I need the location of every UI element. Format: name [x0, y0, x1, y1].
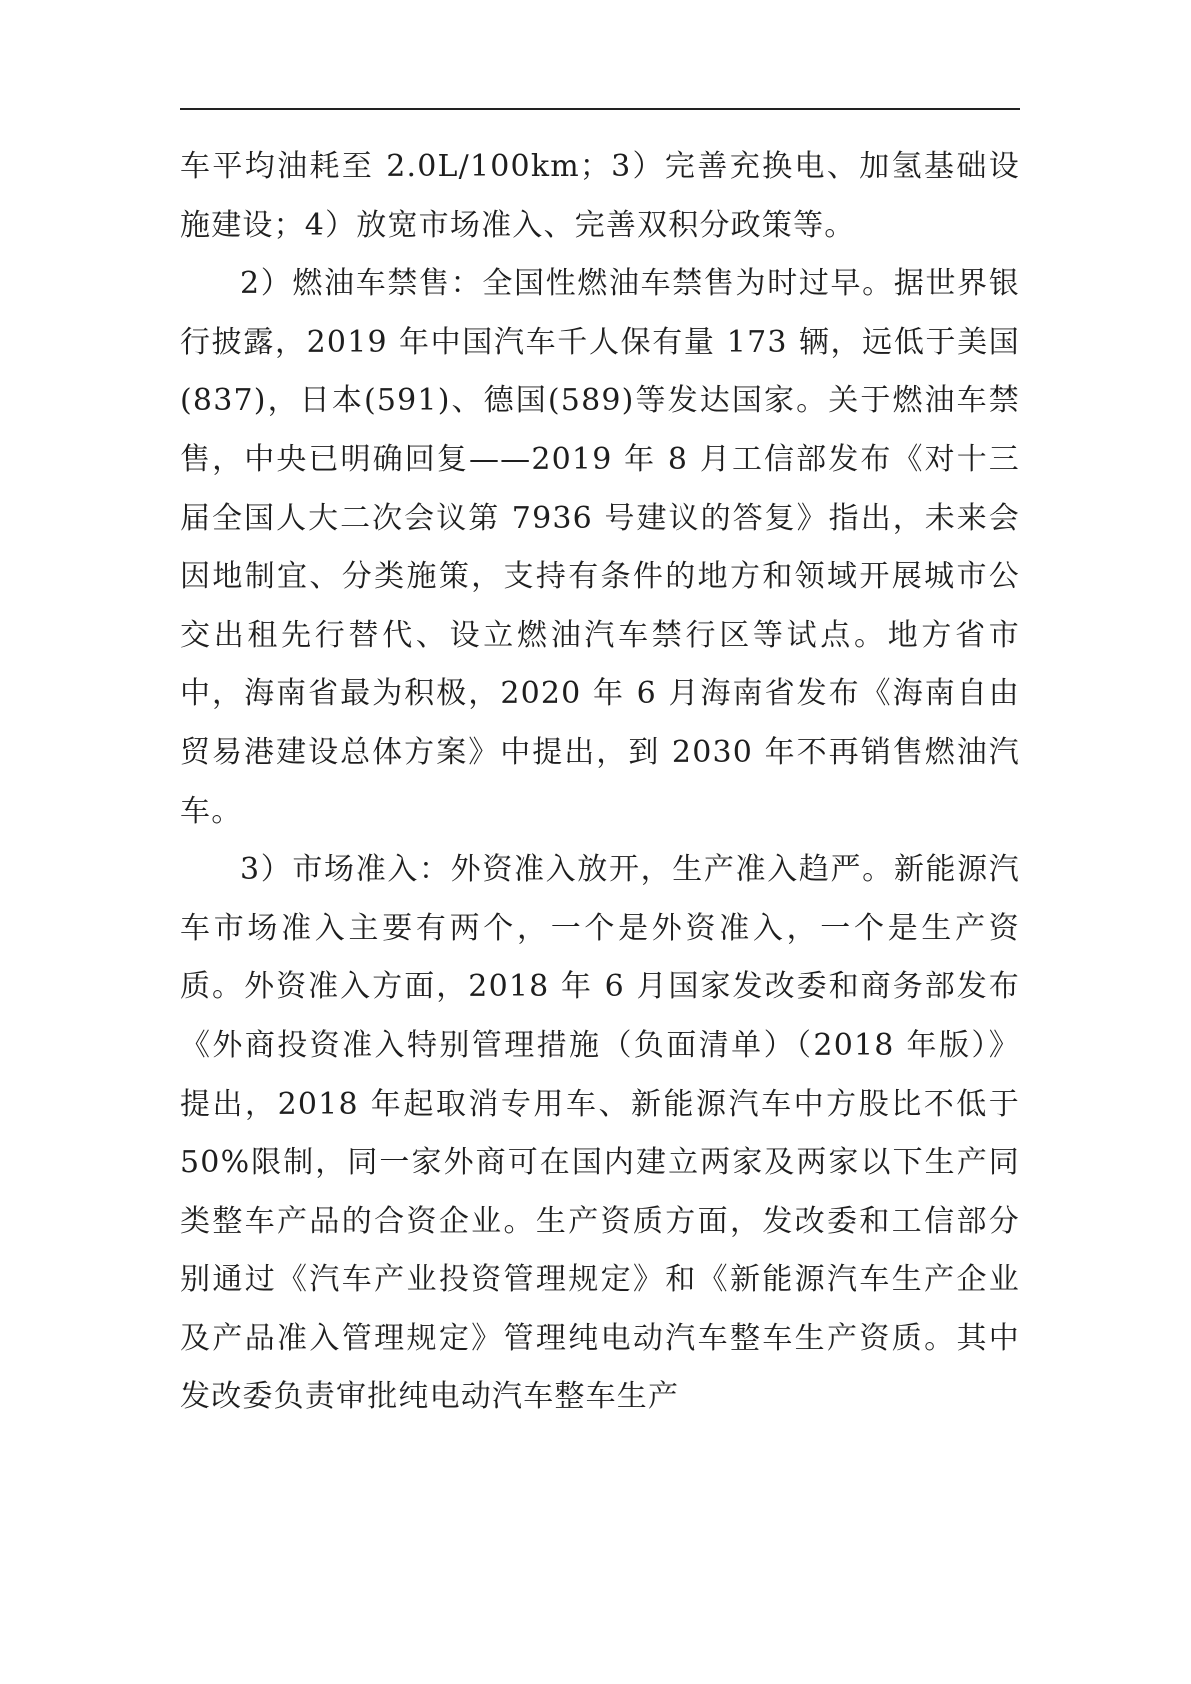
header-rule: [180, 108, 1020, 110]
paragraph-fuel-vehicle-ban: 2）燃油车禁售：全国性燃油车禁售为时过早。据世界银行披露，2019 年中国汽车千人保有量 173 辆，远低于美国(837)，日本(591)、德国(589)等发达国家。关于燃油车禁售，中央已明确回复——2019 年 8 月工信部发布《对十三届全国人大二次会议第 7936 号建议的答复》指出，未来会因地制宜、分类施策，支持有条件的地方和领域开展城市公交出租先行替代、设立燃油汽车禁行区等试点。地方省市中，海南省最为积极，2020 年 6 月海南省发布《海南自由贸易港建设总体方案》中提出，到 2030 年不再销售燃油汽车。: [180, 266, 1020, 829]
document-body: [180, 138, 1020, 1427]
paragraph-market-access: 3）市场准入：外资准入放开，生产准入趋严。新能源汽车市场准入主要有两个，一个是外资准入，一个是生产资质。外资准入方面，2018 年 6 月国家发改委和商务部发布《外商投资准入特别管理措施（负面清单）（2018 年版）》提出，2018 年起取消专用车、新能源汽车中方股比不低于 50%限制，同一家外商可在国内建立两家及两家以下生产同类整车产品的合资企业。生产资质方面，发改委和工信部分别通过《汽车产业投资管理规定》和《新能源汽车生产企业及产品准入管理规定》管理纯电动汽车整车生产资质。其中发改委负责审批纯电动汽车整车生产: [180, 852, 1020, 1415]
paragraph-continuation: 车平均油耗至 2.0L/100km；3）完善充换电、加氢基础设施建设；4）放宽市场准入、完善双积分政策等。: [180, 149, 1020, 243]
